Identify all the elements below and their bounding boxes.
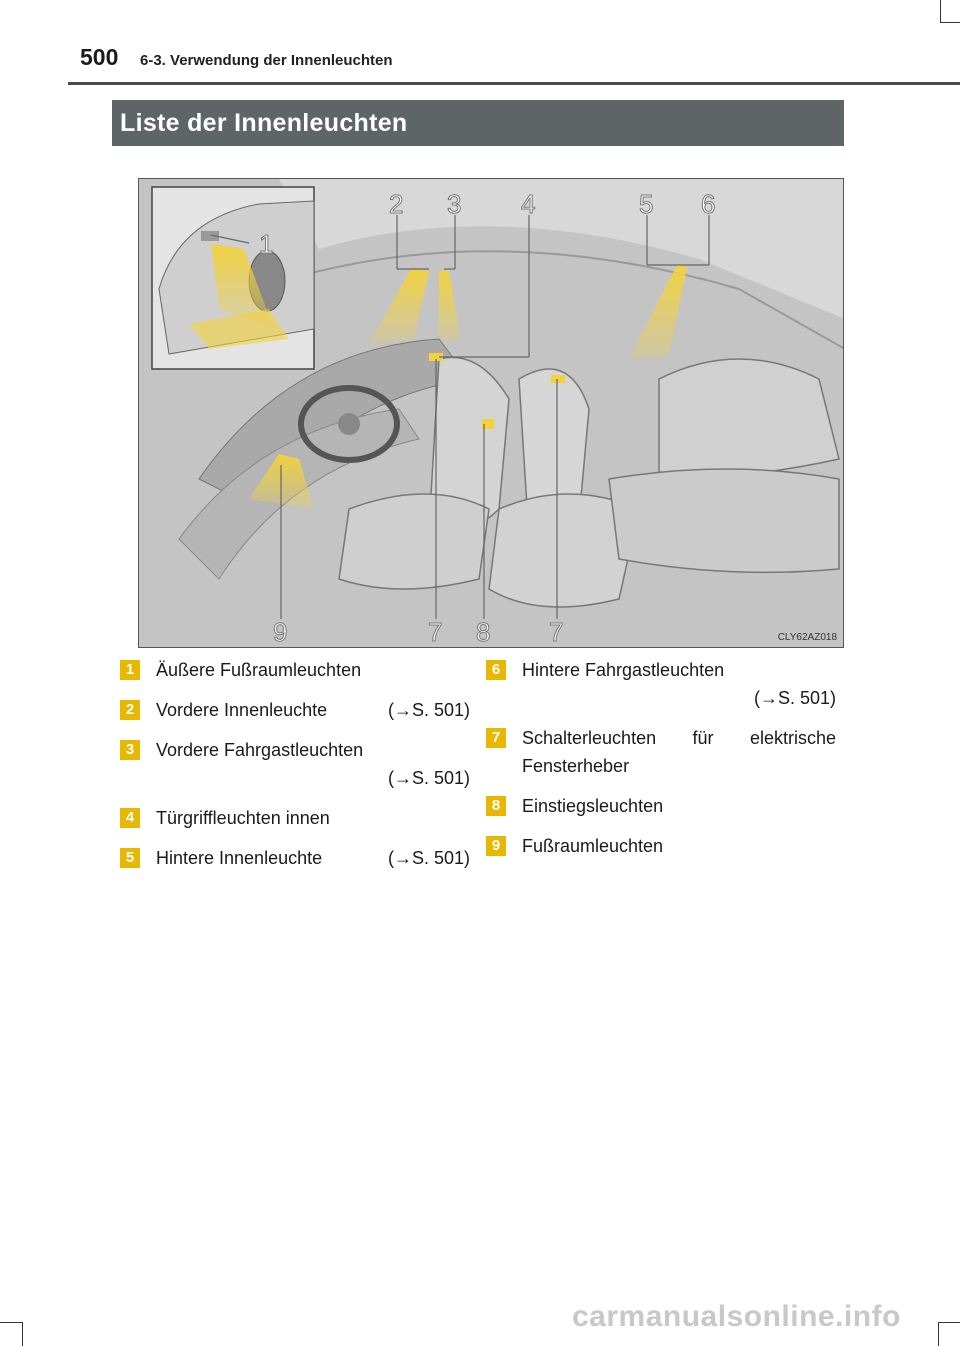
legend-item xyxy=(486,792,836,820)
legend-number: 9 xyxy=(486,836,506,856)
callout-7a: 7 xyxy=(428,617,443,647)
legend-label: Hintere Fahrgastleuchten xyxy=(522,660,725,680)
legend-item xyxy=(120,804,470,832)
callout-9: 9 xyxy=(273,617,288,647)
legend-right xyxy=(486,656,836,860)
crop-mark xyxy=(22,1322,23,1346)
legend-number: 8 xyxy=(486,796,506,816)
callout-6: 6 xyxy=(701,189,716,219)
crop-mark xyxy=(940,0,941,22)
callout-3: 3 xyxy=(447,189,462,219)
legend-label: Äußere Fußraumleuchten xyxy=(156,660,362,680)
page-reference: (→S. 501) xyxy=(387,768,470,788)
figure-code: CLY62AZ018 xyxy=(777,632,837,643)
callout-5: 5 xyxy=(639,189,654,219)
crop-mark xyxy=(940,22,960,23)
legend-number: 1 xyxy=(120,660,140,680)
legend-number: 3 xyxy=(120,740,140,760)
legend-item xyxy=(486,656,836,712)
watermark: carmanualsonline.info xyxy=(572,1300,901,1333)
callout-7b: 7 xyxy=(549,617,564,647)
callout-8: 8 xyxy=(476,617,491,647)
legend-item xyxy=(120,844,470,872)
legend-left xyxy=(120,656,470,872)
legend-label: Fußraumleuchten xyxy=(522,836,664,856)
legend-number: 7 xyxy=(486,728,506,748)
callout-1: 1 xyxy=(259,229,274,259)
legend-label: Türgriffleuchten innen xyxy=(156,808,330,828)
legend-label: Vordere Innenleuchte xyxy=(156,700,328,720)
legend-label: Hintere Innenleuchte xyxy=(156,848,323,868)
crop-mark xyxy=(938,1322,960,1323)
car-interior-illustration xyxy=(139,179,844,648)
legend-number: 5 xyxy=(120,848,140,868)
legend-number: 4 xyxy=(120,808,140,828)
callout-4: 4 xyxy=(521,189,536,219)
header-rule xyxy=(68,82,960,85)
page-reference: (→S. 501) xyxy=(387,848,470,868)
crop-mark xyxy=(938,1322,939,1346)
legend-label: Schalterleuchten für elektrische Fensterheber xyxy=(522,728,836,776)
legend-item xyxy=(120,656,470,684)
legend-label: Einstiegsleuchten xyxy=(522,796,664,816)
page-reference: (→S. 501) xyxy=(753,688,836,708)
legend-item xyxy=(486,724,836,780)
legend-number: 2 xyxy=(120,700,140,720)
interior-lights-figure xyxy=(138,178,844,648)
page-reference: (→S. 501) xyxy=(387,700,470,720)
section-title: Liste der Innenleuchten xyxy=(112,100,844,146)
crop-mark xyxy=(0,1322,22,1323)
legend-number: 6 xyxy=(486,660,506,680)
legend-item xyxy=(120,696,470,724)
legend-item xyxy=(120,736,470,792)
chapter-title: 6-3. Verwendung der Innenleuchten xyxy=(140,52,393,69)
callout-2: 2 xyxy=(389,189,404,219)
legend-label: Vordere Fahrgastleuchten xyxy=(156,740,364,760)
legend-item xyxy=(486,832,836,860)
page-number: 500 xyxy=(80,44,119,70)
